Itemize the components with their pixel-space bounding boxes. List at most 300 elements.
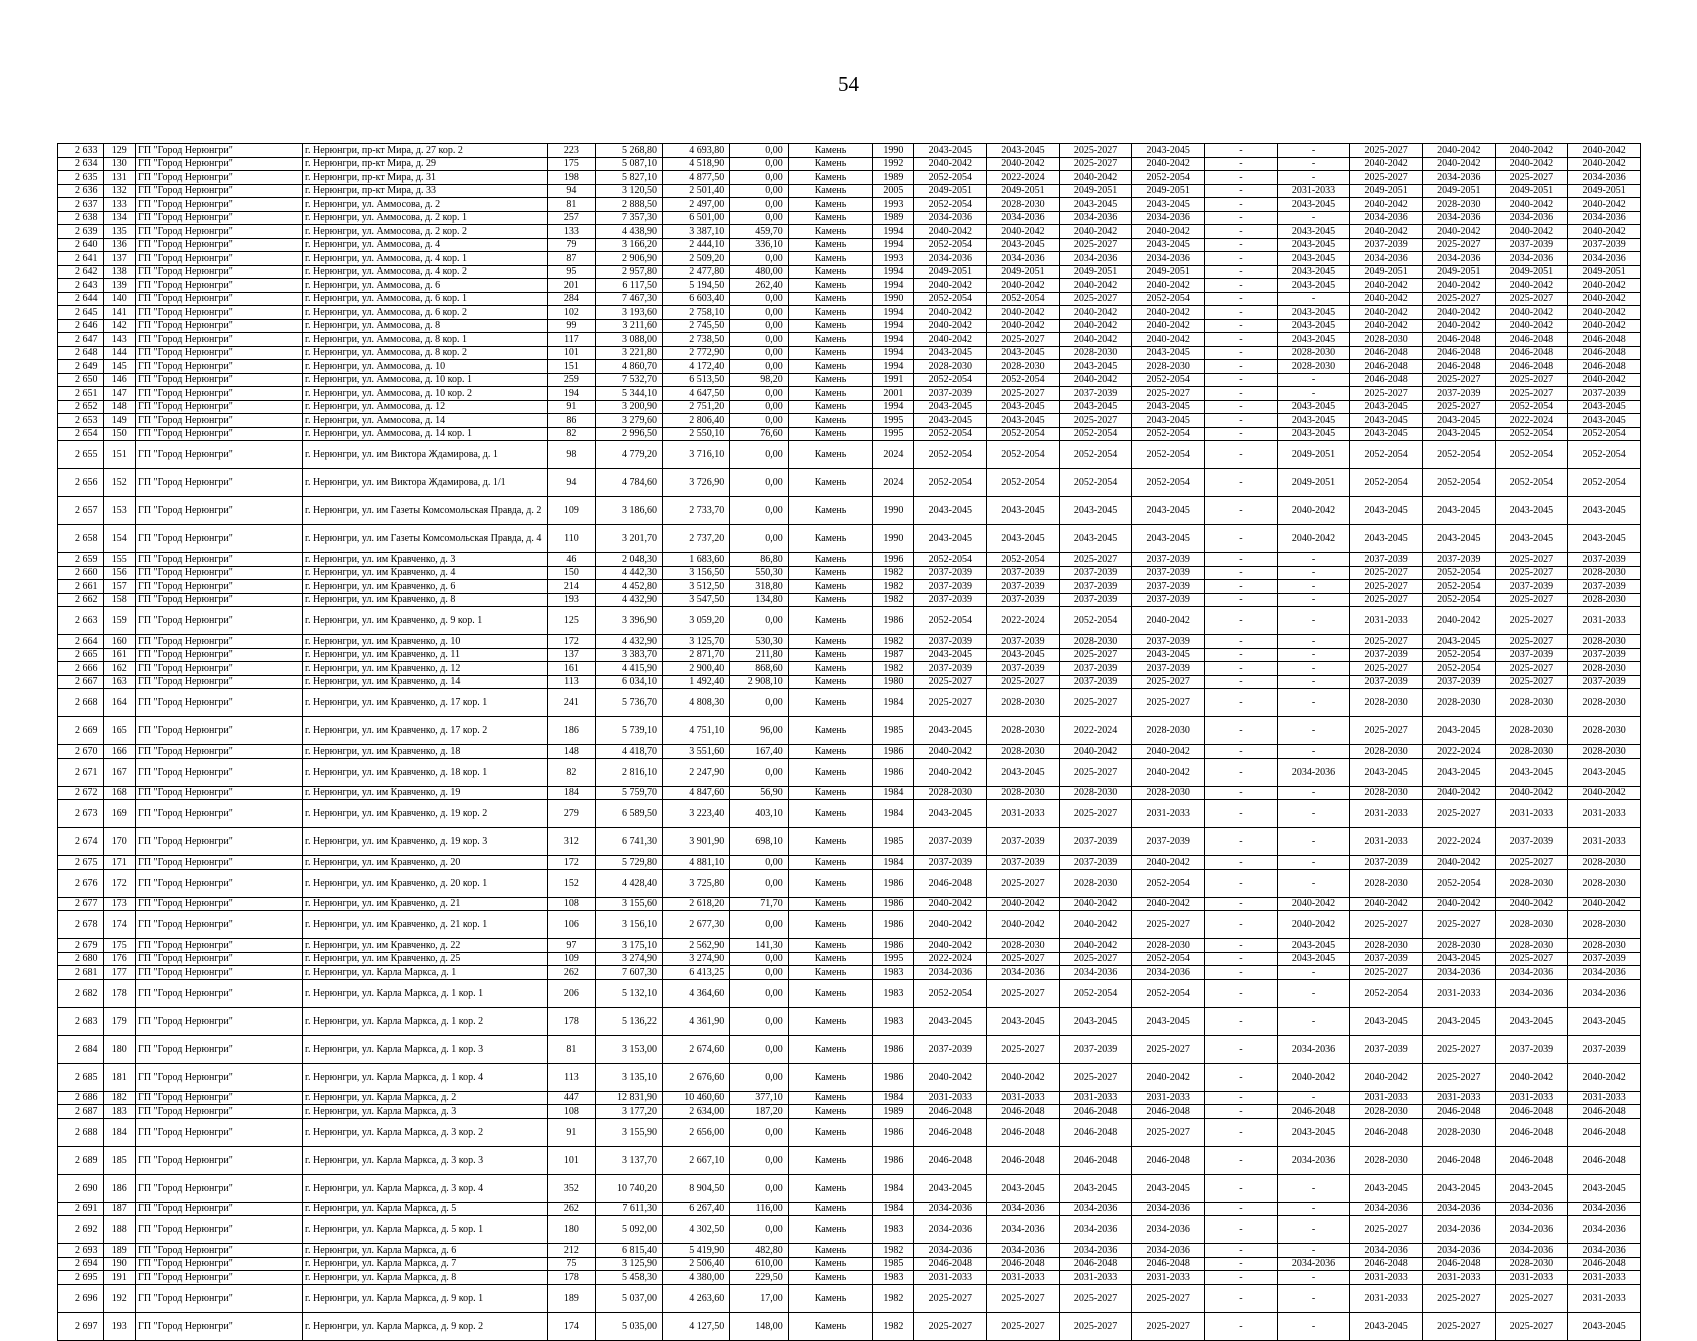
year-built-cell: 1982 [873,593,914,607]
year-built-cell: 1984 [873,800,914,828]
nonresidential-area-cell: 229,50 [730,1271,789,1285]
total-area-cell: 5 739,10 [595,717,662,745]
repair-period-2-cell: 2028-2030 [987,689,1060,717]
local-number-cell: 151 [103,441,136,469]
repair-period-4-cell: 2028-2030 [1132,717,1205,745]
year-built-cell: 1983 [873,979,914,1007]
record-number-cell: 2 643 [58,279,104,293]
residents-cell: 99 [548,319,596,333]
residents-cell: 257 [548,211,596,225]
living-area-cell: 6 513,50 [662,373,729,387]
nonresidential-area-cell: 377,10 [730,1091,789,1105]
repair-period-4-cell: 2040-2042 [1132,1063,1205,1091]
repair-period-9-cell: 2046-2048 [1495,1146,1568,1174]
total-area-cell: 4 779,20 [595,441,662,469]
wall-material-cell: Камень [788,333,873,347]
repair-period-7-cell: 2040-2042 [1350,319,1423,333]
repair-period-7-cell: 2028-2030 [1350,939,1423,953]
repair-period-3-cell: 2040-2042 [1059,319,1132,333]
repair-period-10-cell: 2037-2039 [1568,553,1641,567]
repair-period-3-cell: 2040-2042 [1059,225,1132,239]
repair-period-4-cell: 2052-2054 [1132,373,1205,387]
nonresidential-area-cell: 482,80 [730,1244,789,1258]
local-number-cell: 184 [103,1118,136,1146]
address-cell: г. Нерюнгри, ул. им Кравченко, д. 17 кор. 2 [303,717,548,745]
repair-period-3-cell: 2040-2042 [1059,171,1132,185]
wall-material-cell: Камень [788,566,873,580]
repair-period-1-cell: 2040-2042 [914,333,987,347]
record-number-cell: 2 637 [58,198,104,212]
record-number-cell: 2 680 [58,952,104,966]
record-number-cell: 2 659 [58,553,104,567]
repair-period-9-cell: 2037-2039 [1495,580,1568,594]
repair-period-6-cell: - [1277,800,1350,828]
repair-period-3-cell: 2040-2042 [1059,373,1132,387]
table-row [58,171,1641,185]
repair-period-6-cell: 2043-2045 [1277,225,1350,239]
repair-period-9-cell: 2028-2030 [1495,745,1568,759]
table-row [58,979,1641,1007]
record-number-cell: 2 648 [58,346,104,360]
living-area-cell: 4 847,60 [662,786,729,800]
repair-period-10-cell: 2040-2042 [1568,157,1641,171]
repair-period-10-cell: 2046-2048 [1568,346,1641,360]
total-area-cell: 6 815,40 [595,1244,662,1258]
repair-period-8-cell: 2043-2045 [1422,952,1495,966]
repair-period-10-cell: 2031-2033 [1568,828,1641,856]
repair-period-7-cell: 2052-2054 [1350,979,1423,1007]
table-row [58,157,1641,171]
repair-period-7-cell: 2040-2042 [1350,279,1423,293]
repair-period-7-cell: 2034-2036 [1350,211,1423,225]
year-built-cell: 1987 [873,648,914,662]
living-area-cell: 8 904,50 [662,1174,729,1202]
residents-cell: 178 [548,1007,596,1035]
address-cell: г. Нерюнгри, ул. им Кравченко, д. 6 [303,580,548,594]
table-row [58,1244,1641,1258]
repair-period-3-cell: 2025-2027 [1059,553,1132,567]
repair-period-1-cell: 2040-2042 [914,758,987,786]
nonresidential-area-cell: 0,00 [730,306,789,320]
repair-period-2-cell: 2025-2027 [987,869,1060,897]
repair-period-3-cell: 2037-2039 [1059,662,1132,676]
repair-period-6-cell: - [1277,1174,1350,1202]
total-area-cell: 3 396,90 [595,607,662,635]
local-number-cell: 133 [103,198,136,212]
living-area-cell: 1 492,40 [662,675,729,689]
repair-period-9-cell: 2031-2033 [1495,1271,1568,1285]
local-number-cell: 175 [103,939,136,953]
local-number-cell: 190 [103,1257,136,1271]
record-number-cell: 2 678 [58,911,104,939]
repair-period-10-cell: 2034-2036 [1568,171,1641,185]
year-built-cell: 1982 [873,635,914,649]
repair-period-10-cell: 2043-2045 [1568,1312,1641,1340]
repair-period-1-cell: 2043-2045 [914,346,987,360]
repair-period-6-cell: - [1277,662,1350,676]
organization-cell: ГП "Город Нерюнгри" [136,939,303,953]
repair-period-6-cell: 2043-2045 [1277,306,1350,320]
repair-period-10-cell: 2031-2033 [1568,1284,1641,1312]
repair-period-7-cell: 2046-2048 [1350,360,1423,374]
wall-material-cell: Камень [788,265,873,279]
repair-period-4-cell: 2040-2042 [1132,279,1205,293]
living-area-cell: 6 603,40 [662,292,729,306]
wall-material-cell: Камень [788,952,873,966]
repair-period-2-cell: 2043-2045 [987,1007,1060,1035]
record-number-cell: 2 640 [58,238,104,252]
address-cell: г. Нерюнгри, ул. Карла Маркса, д. 1 [303,966,548,980]
organization-cell: ГП "Город Нерюнгри" [136,292,303,306]
repair-period-3-cell: 2028-2030 [1059,346,1132,360]
living-area-cell: 2 634,00 [662,1105,729,1119]
repair-period-3-cell: 2037-2039 [1059,566,1132,580]
repair-period-9-cell: 2049-2051 [1495,184,1568,198]
living-area-cell: 3 716,10 [662,441,729,469]
table-row [58,387,1641,401]
address-cell: г. Нерюнгри, ул. Карла Маркса, д. 1 кор. 3 [303,1035,548,1063]
nonresidential-area-cell: 71,70 [730,897,789,911]
repair-period-7-cell: 2025-2027 [1350,717,1423,745]
page-number: 54 [838,72,859,96]
organization-cell: ГП "Город Нерюнгри" [136,911,303,939]
repair-period-7-cell: 2052-2054 [1350,441,1423,469]
repair-period-8-cell: 2040-2042 [1422,786,1495,800]
address-cell: г. Нерюнгри, пр-кт Мира, д. 27 кор. 2 [303,144,548,158]
local-number-cell: 153 [103,497,136,525]
repair-period-6-cell: 2043-2045 [1277,400,1350,414]
record-number-cell: 2 669 [58,717,104,745]
repair-period-8-cell: 2040-2042 [1422,856,1495,870]
organization-cell: ГП "Город Нерюнгри" [136,279,303,293]
repair-period-4-cell: 2040-2042 [1132,225,1205,239]
residents-cell: 94 [548,184,596,198]
repair-period-3-cell: 2025-2027 [1059,1284,1132,1312]
living-area-cell: 3 551,60 [662,745,729,759]
record-number-cell: 2 650 [58,373,104,387]
repair-period-5-cell: - [1205,952,1278,966]
table-row [58,184,1641,198]
record-number-cell: 2 652 [58,400,104,414]
year-built-cell: 1989 [873,171,914,185]
table-row [58,758,1641,786]
record-number-cell: 2 667 [58,675,104,689]
repair-period-3-cell: 2025-2027 [1059,292,1132,306]
local-number-cell: 173 [103,897,136,911]
repair-period-5-cell: - [1205,1312,1278,1340]
table-row [58,469,1641,497]
repair-period-5-cell: - [1205,966,1278,980]
local-number-cell: 146 [103,373,136,387]
repair-period-10-cell: 2028-2030 [1568,869,1641,897]
repair-period-9-cell: 2052-2054 [1495,469,1568,497]
table-row [58,1216,1641,1244]
repair-period-6-cell: 2043-2045 [1277,238,1350,252]
record-number-cell: 2 681 [58,966,104,980]
repair-period-1-cell: 2043-2045 [914,800,987,828]
residents-cell: 133 [548,225,596,239]
repair-period-5-cell: - [1205,1007,1278,1035]
record-number-cell: 2 655 [58,441,104,469]
wall-material-cell: Камень [788,306,873,320]
repair-period-6-cell: - [1277,717,1350,745]
repair-period-9-cell: 2040-2042 [1495,225,1568,239]
year-built-cell: 1986 [873,1146,914,1174]
repair-period-5-cell: - [1205,427,1278,441]
nonresidential-area-cell: 86,80 [730,553,789,567]
wall-material-cell: Камень [788,593,873,607]
repair-period-10-cell: 2049-2051 [1568,184,1641,198]
repair-period-2-cell: 2040-2042 [987,911,1060,939]
repair-period-6-cell: - [1277,292,1350,306]
repair-period-1-cell: 2031-2033 [914,1271,987,1285]
residents-cell: 194 [548,387,596,401]
repair-period-10-cell: 2043-2045 [1568,400,1641,414]
repair-period-3-cell: 2052-2054 [1059,441,1132,469]
organization-cell: ГП "Город Нерюнгри" [136,869,303,897]
repair-period-10-cell: 2034-2036 [1568,966,1641,980]
nonresidential-area-cell: 0,00 [730,333,789,347]
residents-cell: 186 [548,717,596,745]
residents-cell: 198 [548,171,596,185]
wall-material-cell: Камень [788,1284,873,1312]
repair-period-6-cell: 2043-2045 [1277,952,1350,966]
table-row [58,607,1641,635]
address-cell: г. Нерюнгри, ул. Аммосова, д. 2 кор. 2 [303,225,548,239]
organization-cell: ГП "Город Нерюнгри" [136,607,303,635]
total-area-cell: 4 415,90 [595,662,662,676]
repair-period-4-cell: 2040-2042 [1132,306,1205,320]
year-built-cell: 1986 [873,911,914,939]
repair-period-3-cell: 2043-2045 [1059,1007,1132,1035]
repair-period-4-cell: 2043-2045 [1132,400,1205,414]
total-area-cell: 3 383,70 [595,648,662,662]
living-area-cell: 2 871,70 [662,648,729,662]
wall-material-cell: Камень [788,897,873,911]
nonresidential-area-cell: 0,00 [730,1216,789,1244]
repair-period-8-cell: 2025-2027 [1422,400,1495,414]
repair-period-6-cell: - [1277,373,1350,387]
total-area-cell: 6 117,50 [595,279,662,293]
repair-period-2-cell: 2037-2039 [987,635,1060,649]
residents-cell: 101 [548,1146,596,1174]
organization-cell: ГП "Город Нерюнгри" [136,238,303,252]
repair-period-6-cell: - [1277,211,1350,225]
repair-period-3-cell: 2025-2027 [1059,238,1132,252]
repair-period-10-cell: 2043-2045 [1568,497,1641,525]
repair-period-6-cell: - [1277,648,1350,662]
table-row [58,786,1641,800]
record-number-cell: 2 646 [58,319,104,333]
year-built-cell: 1986 [873,939,914,953]
repair-period-8-cell: 2025-2027 [1422,292,1495,306]
nonresidential-area-cell: 550,30 [730,566,789,580]
organization-cell: ГП "Город Нерюнгри" [136,897,303,911]
repair-period-2-cell: 2043-2045 [987,648,1060,662]
address-cell: г. Нерюнгри, ул. им Кравченко, д. 12 [303,662,548,676]
repair-period-2-cell: 2025-2027 [987,1284,1060,1312]
living-area-cell: 2 506,40 [662,1257,729,1271]
repair-period-6-cell: - [1277,171,1350,185]
repair-period-6-cell: - [1277,144,1350,158]
repair-period-8-cell: 2034-2036 [1422,171,1495,185]
repair-period-1-cell: 2034-2036 [914,1202,987,1216]
repair-period-10-cell: 2037-2039 [1568,952,1641,966]
repair-period-6-cell: - [1277,828,1350,856]
repair-period-10-cell: 2037-2039 [1568,1035,1641,1063]
repair-period-4-cell: 2025-2027 [1132,689,1205,717]
living-area-cell: 2 733,70 [662,497,729,525]
repair-period-10-cell: 2034-2036 [1568,979,1641,1007]
repair-period-3-cell: 2037-2039 [1059,387,1132,401]
year-built-cell: 2024 [873,469,914,497]
residents-cell: 82 [548,427,596,441]
repair-period-10-cell: 2040-2042 [1568,306,1641,320]
local-number-cell: 160 [103,635,136,649]
repair-period-2-cell: 2052-2054 [987,469,1060,497]
repair-period-6-cell: 2028-2030 [1277,360,1350,374]
repair-period-8-cell: 2025-2027 [1422,1284,1495,1312]
wall-material-cell: Камень [788,198,873,212]
repair-period-9-cell: 2034-2036 [1495,1216,1568,1244]
year-built-cell: 1994 [873,319,914,333]
repair-period-1-cell: 2043-2045 [914,1007,987,1035]
repair-period-5-cell: - [1205,1284,1278,1312]
repair-period-9-cell: 2025-2027 [1495,593,1568,607]
year-built-cell: 1994 [873,400,914,414]
repair-period-2-cell: 2043-2045 [987,346,1060,360]
table-row [58,1202,1641,1216]
repair-period-6-cell: 2043-2045 [1277,252,1350,266]
repair-period-4-cell: 2034-2036 [1132,1202,1205,1216]
record-number-cell: 2 691 [58,1202,104,1216]
repair-period-8-cell: 2052-2054 [1422,662,1495,676]
living-area-cell: 2 745,50 [662,319,729,333]
record-number-cell: 2 634 [58,157,104,171]
repair-period-4-cell: 2040-2042 [1132,897,1205,911]
local-number-cell: 188 [103,1216,136,1244]
repair-period-3-cell: 2052-2054 [1059,469,1132,497]
repair-period-6-cell: 2034-2036 [1277,758,1350,786]
nonresidential-area-cell: 0,00 [730,979,789,1007]
repair-period-9-cell: 2034-2036 [1495,252,1568,266]
wall-material-cell: Камень [788,869,873,897]
residents-cell: 241 [548,689,596,717]
address-cell: г. Нерюнгри, ул. Аммосова, д. 6 [303,279,548,293]
organization-cell: ГП "Город Нерюнгри" [136,469,303,497]
repair-period-8-cell: 2052-2054 [1422,580,1495,594]
repair-period-9-cell: 2025-2027 [1495,607,1568,635]
repair-period-3-cell: 2034-2036 [1059,1244,1132,1258]
repair-period-1-cell: 2046-2048 [914,869,987,897]
year-built-cell: 1984 [873,689,914,717]
total-area-cell: 3 156,10 [595,911,662,939]
local-number-cell: 145 [103,360,136,374]
nonresidential-area-cell: 0,00 [730,911,789,939]
living-area-cell: 3 387,10 [662,225,729,239]
organization-cell: ГП "Город Нерюнгри" [136,553,303,567]
address-cell: г. Нерюнгри, ул. Аммосова, д. 12 [303,400,548,414]
repair-period-9-cell: 2025-2027 [1495,675,1568,689]
repair-period-5-cell: - [1205,279,1278,293]
repair-period-1-cell: 2052-2054 [914,469,987,497]
repair-period-8-cell: 2043-2045 [1422,525,1495,553]
residents-cell: 178 [548,1271,596,1285]
year-built-cell: 1980 [873,675,914,689]
living-area-cell: 2 758,10 [662,306,729,320]
repair-period-9-cell: 2046-2048 [1495,360,1568,374]
repair-period-6-cell: 2049-2051 [1277,469,1350,497]
repair-period-8-cell: 2046-2048 [1422,1105,1495,1119]
year-built-cell: 1995 [873,427,914,441]
housing-register-table [57,143,1641,1341]
record-number-cell: 2 635 [58,171,104,185]
repair-period-7-cell: 2028-2030 [1350,786,1423,800]
repair-period-2-cell: 2052-2054 [987,373,1060,387]
repair-period-1-cell: 2037-2039 [914,828,987,856]
year-built-cell: 1992 [873,157,914,171]
record-number-cell: 2 639 [58,225,104,239]
repair-period-3-cell: 2043-2045 [1059,360,1132,374]
repair-period-10-cell: 2043-2045 [1568,758,1641,786]
repair-period-6-cell: - [1277,1091,1350,1105]
repair-period-10-cell: 2046-2048 [1568,1105,1641,1119]
year-built-cell: 1982 [873,1284,914,1312]
record-number-cell: 2 656 [58,469,104,497]
repair-period-4-cell: 2037-2039 [1132,662,1205,676]
repair-period-1-cell: 2043-2045 [914,1174,987,1202]
repair-period-9-cell: 2040-2042 [1495,198,1568,212]
repair-period-5-cell: - [1205,1174,1278,1202]
repair-period-9-cell: 2025-2027 [1495,662,1568,676]
repair-period-5-cell: - [1205,717,1278,745]
repair-period-6-cell: - [1277,1216,1350,1244]
repair-period-10-cell: 2028-2030 [1568,689,1641,717]
repair-period-3-cell: 2043-2045 [1059,400,1132,414]
repair-period-8-cell: 2040-2042 [1422,306,1495,320]
record-number-cell: 2 690 [58,1174,104,1202]
repair-period-1-cell: 2034-2036 [914,1244,987,1258]
repair-period-4-cell: 2046-2048 [1132,1146,1205,1174]
organization-cell: ГП "Город Нерюнгри" [136,225,303,239]
wall-material-cell: Камень [788,400,873,414]
repair-period-8-cell: 2040-2042 [1422,279,1495,293]
repair-period-4-cell: 2052-2054 [1132,979,1205,1007]
residents-cell: 161 [548,662,596,676]
repair-period-3-cell: 2052-2054 [1059,427,1132,441]
repair-period-5-cell: - [1205,1202,1278,1216]
total-area-cell: 3 155,60 [595,897,662,911]
table-row [58,593,1641,607]
residents-cell: 206 [548,979,596,1007]
record-number-cell: 2 692 [58,1216,104,1244]
local-number-cell: 150 [103,427,136,441]
repair-period-6-cell: 2043-2045 [1277,939,1350,953]
residents-cell: 109 [548,952,596,966]
table-row [58,1284,1641,1312]
repair-period-5-cell: - [1205,1244,1278,1258]
address-cell: г. Нерюнгри, ул. им Кравченко, д. 3 [303,553,548,567]
nonresidential-area-cell: 0,00 [730,144,789,158]
nonresidential-area-cell: 0,00 [730,1174,789,1202]
repair-period-3-cell: 2043-2045 [1059,497,1132,525]
organization-cell: ГП "Город Нерюнгри" [136,828,303,856]
local-number-cell: 161 [103,648,136,662]
repair-period-1-cell: 2052-2054 [914,979,987,1007]
repair-period-7-cell: 2031-2033 [1350,1271,1423,1285]
repair-period-9-cell: 2040-2042 [1495,1063,1568,1091]
residents-cell: 151 [548,360,596,374]
